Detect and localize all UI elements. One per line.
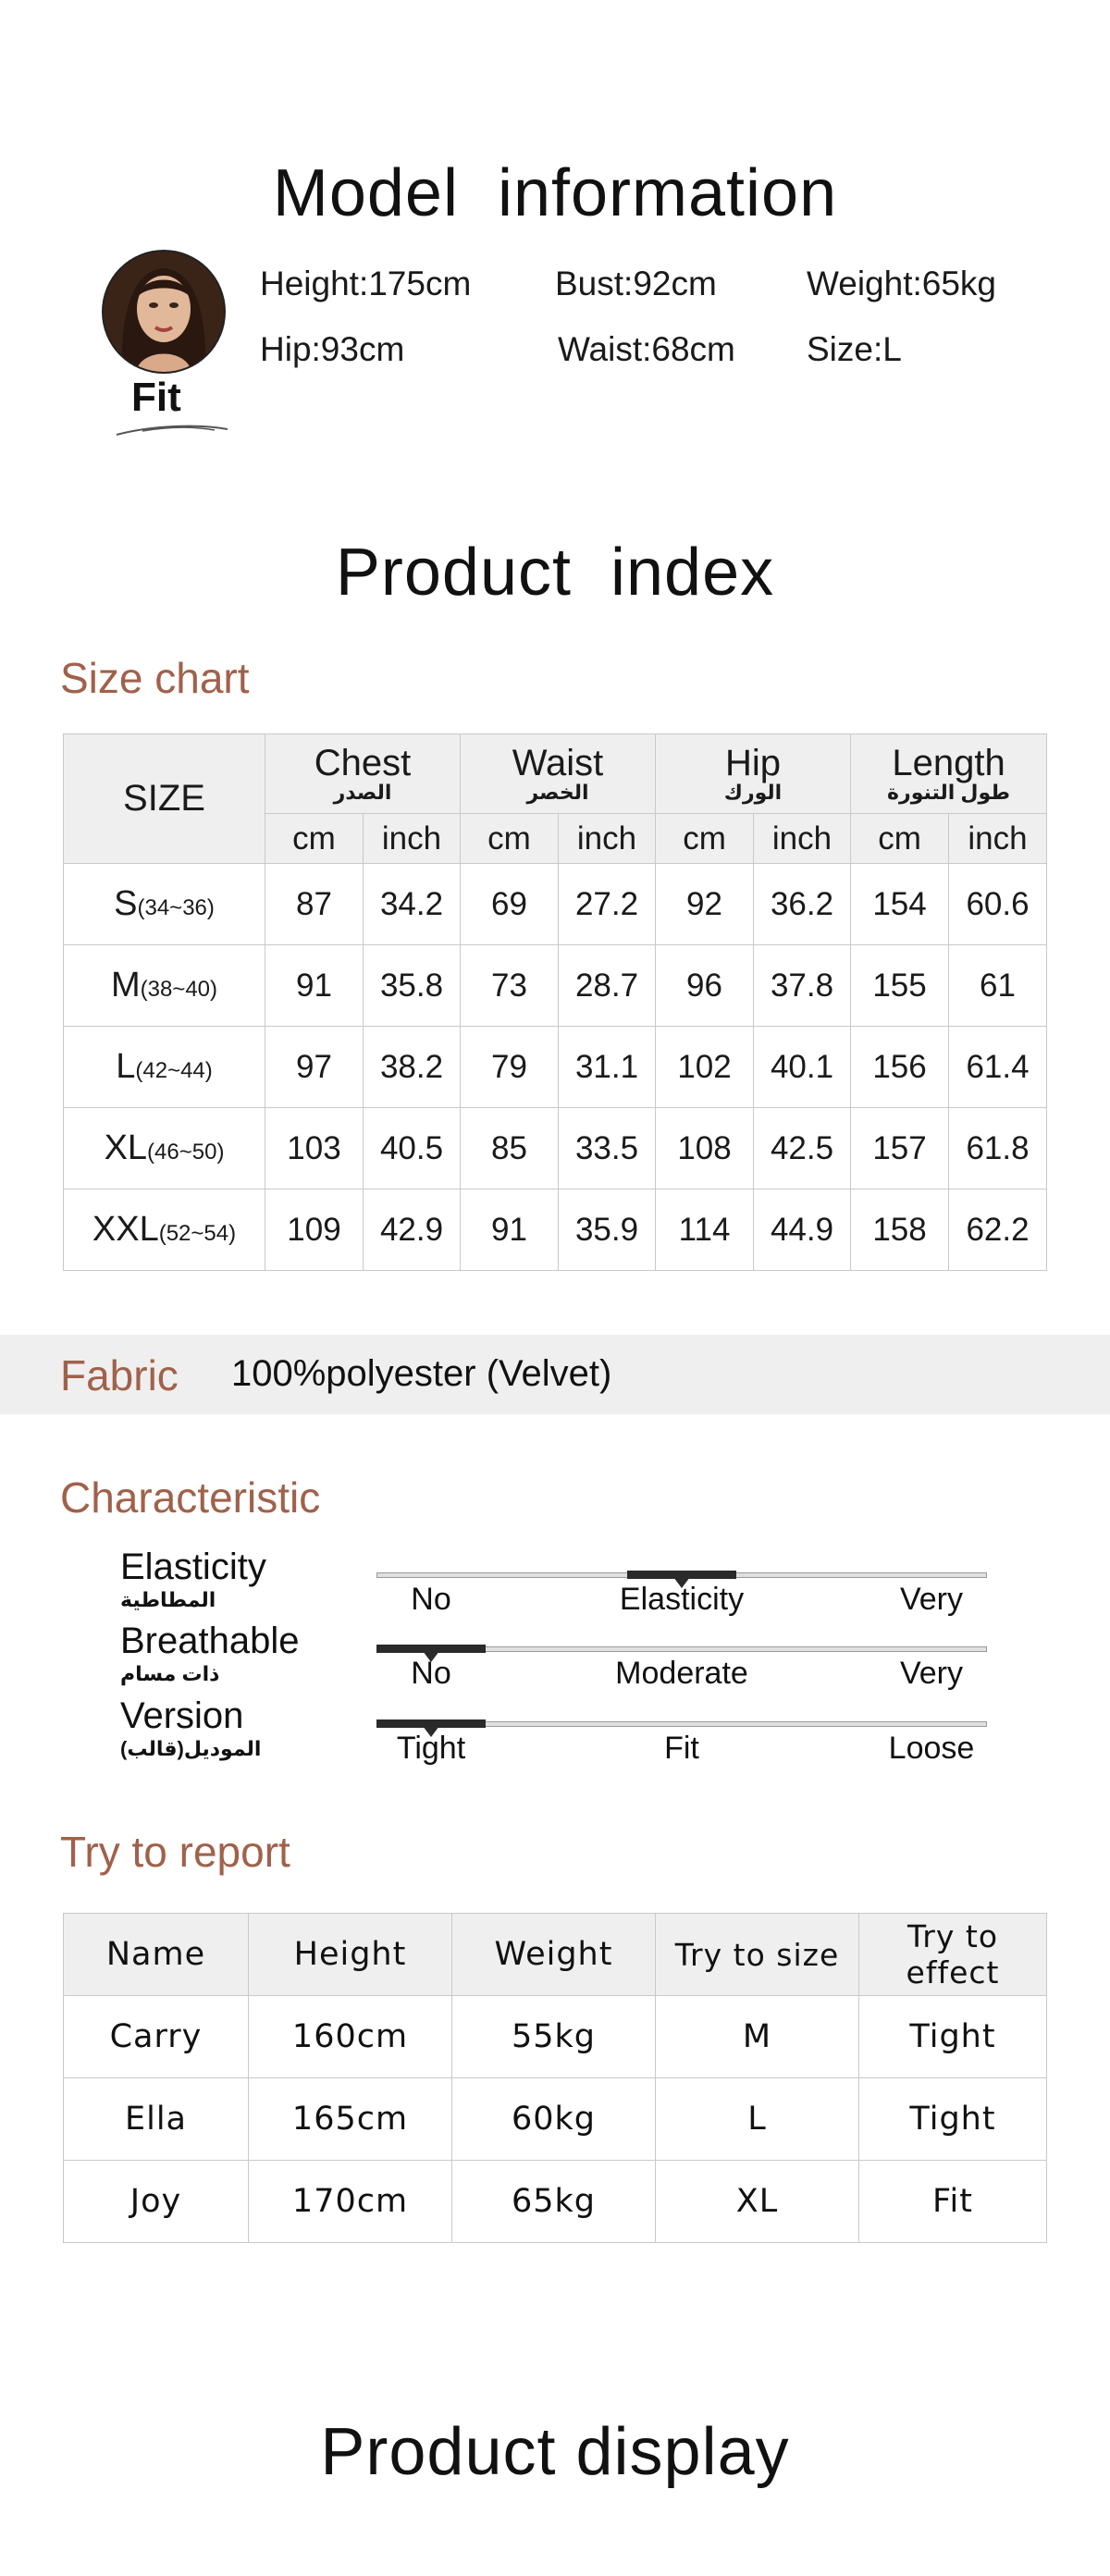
report-cell: Fit (859, 2161, 1047, 2243)
report-cell: 65kg (452, 2161, 656, 2243)
unit-cell: cm (656, 814, 754, 864)
size-value-cell: 103 (265, 1108, 364, 1189)
size-value-cell: 157 (851, 1108, 949, 1189)
size-value-cell: 61.4 (949, 1027, 1047, 1108)
size-value-cell: 44.9 (754, 1189, 851, 1271)
report-cell: L (656, 2078, 859, 2161)
report-cell: Carry (64, 1996, 249, 2078)
report-cell: Tight (859, 2078, 1047, 2161)
characteristic-scale-label: Fit (664, 1731, 699, 1766)
product-display-title: Product display (320, 2415, 790, 2489)
size-label: M (110, 966, 141, 1005)
characteristic-scale-label: Moderate (615, 1656, 748, 1691)
size-value-cell: 37.8 (754, 945, 851, 1027)
size-value-cell: 42.5 (754, 1108, 851, 1189)
size-row (64, 1027, 1047, 1108)
model-waist: Waist:68cm (558, 330, 735, 368)
column-header-label-ar: طول التنورة (887, 780, 1010, 804)
characteristic-scale-label: Elasticity (619, 1582, 745, 1617)
size-value-cell: 79 (461, 1027, 559, 1108)
column-header-label: Length (892, 742, 1005, 783)
model-height: Height:175cm (260, 265, 472, 302)
characteristic-scale-label: Very (899, 1656, 964, 1691)
size-value-cell: 91 (461, 1189, 559, 1271)
column-header-waist (461, 734, 656, 814)
characteristic-label: Elasticity (120, 1547, 266, 1587)
unit-cell: cm (461, 814, 559, 864)
size-range: (52~54) (158, 1221, 237, 1246)
report-cell: 55kg (452, 1996, 656, 2078)
size-header: SIZE (64, 734, 265, 864)
column-header-length (851, 734, 1047, 814)
unit-cell: cm (851, 814, 949, 864)
column-header-label: Hip (725, 742, 782, 783)
size-value-cell: 61 (949, 945, 1047, 1027)
size-label: XXL (92, 1210, 159, 1249)
size-value-cell: 27.2 (559, 864, 656, 945)
column-header-chest (265, 734, 461, 814)
model-weight: Weight:65kg (807, 265, 996, 302)
report-row (64, 2161, 1047, 2243)
size-label: L (116, 1047, 136, 1086)
size-value-cell: 97 (265, 1027, 364, 1108)
size-value-cell: 102 (656, 1027, 754, 1108)
size-label-cell (64, 864, 265, 945)
report-cell: 170cm (249, 2161, 452, 2243)
size-value-cell: 42.9 (364, 1189, 461, 1271)
report-cell: Ella (64, 2078, 249, 2161)
size-value-cell: 33.5 (559, 1108, 656, 1189)
characteristic-scale-label: Tight (396, 1731, 466, 1766)
size-label: S (114, 884, 138, 923)
size-value-cell: 158 (851, 1189, 949, 1271)
characteristic-scale-label: No (411, 1582, 451, 1617)
size-value-cell: 96 (656, 945, 754, 1027)
size-value-cell: 73 (461, 945, 559, 1027)
model-bust: Bust:92cm (555, 265, 717, 302)
report-header-cell: Try to effect (859, 1914, 1047, 1996)
size-row (64, 945, 1047, 1027)
fabric-title: Fabric (60, 1351, 179, 1399)
try-report-table (63, 1913, 1047, 2243)
unit-cell: inch (754, 814, 851, 864)
size-row (64, 1108, 1047, 1189)
size-value-cell: 31.1 (559, 1027, 656, 1108)
size-value-cell: 34.2 (364, 864, 461, 945)
size-value-cell: 35.9 (559, 1189, 656, 1271)
characteristic-label-ar: المطاطية (120, 1588, 216, 1611)
unit-cell: inch (364, 814, 461, 864)
size-value-cell: 155 (851, 945, 949, 1027)
size-label-cell (64, 1108, 265, 1189)
report-header-cell: Name (64, 1914, 249, 1996)
size-value-cell: 85 (461, 1108, 559, 1189)
size-value-cell: 28.7 (559, 945, 656, 1027)
size-value-cell: 156 (851, 1027, 949, 1108)
report-cell: Tight (859, 1996, 1047, 2078)
size-value-cell: 38.2 (364, 1027, 461, 1108)
column-header-label-ar: الخصر (526, 780, 589, 804)
column-header-label: Waist (512, 742, 604, 783)
size-value-cell: 35.8 (364, 945, 461, 1027)
size-value-cell: 36.2 (754, 864, 851, 945)
size-range: (38~40) (140, 977, 218, 1002)
report-cell: Joy (64, 2161, 249, 2243)
characteristic-scale-label: Very (899, 1582, 964, 1617)
column-header-label: Chest (314, 742, 412, 783)
fit-logo: Fit (131, 375, 181, 420)
size-chart-table (63, 733, 1047, 1271)
report-row (64, 2078, 1047, 2161)
size-value-cell: 108 (656, 1108, 754, 1189)
size-value-cell: 114 (656, 1189, 754, 1271)
report-cell: 160cm (249, 1996, 452, 2078)
size-value-cell: 109 (265, 1189, 364, 1271)
column-header-label-ar: الورك (723, 780, 783, 804)
report-row (64, 1996, 1047, 2078)
characteristic-label-ar: ذات مسام (120, 1662, 220, 1685)
size-value-cell: 62.2 (949, 1189, 1047, 1271)
model-portrait-icon (104, 252, 224, 372)
report-cell: XL (656, 2161, 859, 2243)
model-info-title: Model information (272, 156, 838, 230)
model-hip: Hip:93cm (260, 330, 405, 368)
size-value-cell: 87 (265, 864, 364, 945)
report-header-cell: Try to size (656, 1914, 859, 1996)
size-label-cell (64, 1189, 265, 1271)
size-label: XL (104, 1128, 148, 1167)
size-value-cell: 69 (461, 864, 559, 945)
report-cell: 60kg (452, 2078, 656, 2161)
size-value-cell: 60.6 (949, 864, 1047, 945)
size-value-cell: 92 (656, 864, 754, 945)
size-value-cell: 91 (265, 945, 364, 1027)
size-range: (46~50) (147, 1140, 225, 1165)
product-index-title: Product index (335, 536, 775, 610)
characteristic-scale-label: No (411, 1656, 451, 1691)
size-value-cell: 154 (851, 864, 949, 945)
characteristic-scale-label: Loose (888, 1731, 975, 1766)
size-range: (34~36) (137, 895, 215, 920)
size-row (64, 1189, 1047, 1271)
characteristic-label: Version (120, 1695, 244, 1736)
size-value-cell: 40.5 (364, 1108, 461, 1189)
report-cell: 165cm (249, 2078, 452, 2161)
report-header-row (64, 1914, 1047, 1996)
size-chart-title: Size chart (60, 654, 250, 702)
unit-cell: cm (265, 814, 364, 864)
size-range: (42~44) (135, 1058, 213, 1083)
fabric-value: 100%polyester (Velvet) (231, 1353, 612, 1394)
unit-cell: inch (559, 814, 656, 864)
model-avatar (104, 252, 224, 372)
size-label-cell (64, 1027, 265, 1108)
column-header-label-ar: الصدر (333, 780, 392, 804)
fit-swoosh-icon (115, 418, 230, 438)
size-row (64, 864, 1047, 945)
report-header-cell: Height (249, 1914, 452, 1996)
characteristic-title: Characteristic (60, 1473, 321, 1522)
size-value-cell: 61.8 (949, 1108, 1047, 1189)
unit-cell: inch (949, 814, 1047, 864)
report-header-cell: Weight (452, 1914, 656, 1996)
report-cell: M (656, 1996, 859, 2078)
size-label-cell (64, 945, 265, 1027)
characteristic-label: Breathable (120, 1621, 300, 1661)
characteristic-label-ar: الموديل(قالب) (120, 1737, 262, 1760)
size-value-cell: 40.1 (754, 1027, 851, 1108)
column-header-hip (656, 734, 851, 814)
model-size: Size:L (807, 330, 902, 368)
try-report-title: Try to report (60, 1828, 290, 1876)
